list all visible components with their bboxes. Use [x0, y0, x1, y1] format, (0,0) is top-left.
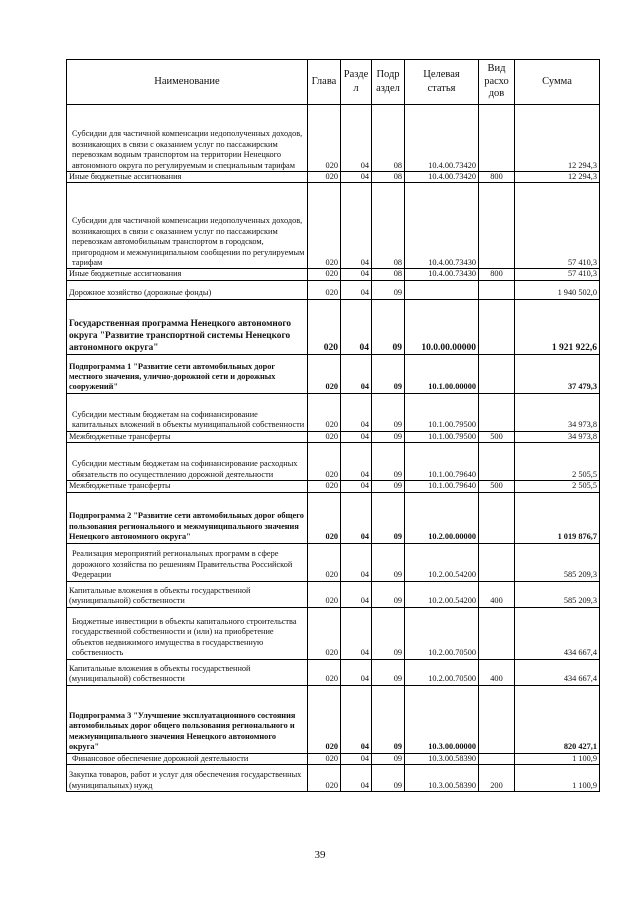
row-name: Бюджетные инвестиции в объекты капитального строительства государственной собственности и (или) на приобретение объектов недвижимого имущества в государственную собственность [67, 607, 308, 659]
table-row [67, 685, 600, 753]
row-vid: 200 [479, 765, 515, 792]
row-name: Реализация мероприятий региональных программ в сфере дорожного хозяйства по решениям Правительства Российской Федерации [67, 543, 308, 581]
row-name: Подпрограмма 3 "Улучшение эксплуатационного состояния автомобильных дорог общего пользования регионального и межмуниципального значения Ненецкого автономного округа" [67, 685, 308, 753]
page-number: 39 [314, 849, 326, 861]
table-row [67, 299, 600, 354]
row-podrazdel: 09 [372, 431, 405, 442]
row-vid: 500 [479, 481, 515, 492]
row-tselevaya: 10.1.00.79500 [405, 431, 479, 442]
row-razdel: 04 [341, 393, 372, 431]
budget-table [66, 59, 600, 792]
row-podrazdel: 09 [372, 299, 405, 354]
row-podrazdel: 09 [372, 659, 405, 685]
row-tselevaya: 10.2.00.70500 [405, 659, 479, 685]
header-summa: Сумма [515, 60, 600, 105]
row-tselevaya: 10.3.00.58390 [405, 753, 479, 764]
row-tselevaya: 10.3.00.58390 [405, 765, 479, 792]
row-tselevaya: 10.4.00.73420 [405, 172, 479, 183]
row-vid: 400 [479, 581, 515, 607]
row-name: Субсидии местным бюджетам на софинансирование капитальных вложений в объекты муниципальной собственности [67, 393, 308, 431]
table-row [67, 607, 600, 659]
row-summa: 820 427,1 [515, 685, 600, 753]
table-row [67, 183, 600, 269]
row-summa: 2 505,5 [515, 481, 600, 492]
table-row [67, 543, 600, 581]
row-name: Межбюджетные трансферты [67, 431, 308, 442]
row-name: Подпрограмма 1 "Развитие сети автомобильных дорог местного значения, улично-дорожной сети и дорожных сооружений" [67, 354, 308, 393]
row-razdel: 04 [341, 172, 372, 183]
row-podrazdel: 09 [372, 581, 405, 607]
row-razdel: 04 [341, 659, 372, 685]
row-summa: 1 921 922,6 [515, 299, 600, 354]
table-row [67, 492, 600, 543]
row-summa: 434 667,4 [515, 659, 600, 685]
row-vid: 800 [479, 269, 515, 280]
header-podrazdel: Подр аздел [372, 60, 405, 105]
row-vid [479, 299, 515, 354]
header-razdel: Разде л [341, 60, 372, 105]
row-podrazdel: 08 [372, 269, 405, 280]
row-glava: 020 [308, 431, 341, 442]
row-razdel: 04 [341, 492, 372, 543]
row-vid [479, 543, 515, 581]
row-name: Межбюджетные трансферты [67, 481, 308, 492]
row-razdel: 04 [341, 431, 372, 442]
row-summa: 57 410,3 [515, 269, 600, 280]
row-glava: 020 [308, 753, 341, 764]
row-razdel: 04 [341, 443, 372, 481]
row-podrazdel: 09 [372, 280, 405, 299]
row-razdel: 04 [341, 299, 372, 354]
row-razdel: 04 [341, 183, 372, 269]
row-vid [479, 393, 515, 431]
table-row [67, 443, 600, 481]
row-podrazdel: 09 [372, 543, 405, 581]
row-vid [479, 753, 515, 764]
row-name: Иные бюджетные ассигнования [67, 269, 308, 280]
row-summa: 2 505,5 [515, 443, 600, 481]
row-razdel: 04 [341, 765, 372, 792]
row-vid: 500 [479, 431, 515, 442]
row-glava: 020 [308, 299, 341, 354]
table-row [67, 659, 600, 685]
row-glava: 020 [308, 443, 341, 481]
row-glava: 020 [308, 269, 341, 280]
row-vid: 400 [479, 659, 515, 685]
row-podrazdel: 08 [372, 172, 405, 183]
header-glava: Глава [308, 60, 341, 105]
row-razdel: 04 [341, 105, 372, 172]
row-tselevaya: 10.1.00.79640 [405, 481, 479, 492]
row-name: Дорожное хозяйство (дорожные фонды) [67, 280, 308, 299]
row-name: Субсидии для частичной компенсации недополученных доходов, возникающих в связи с оказанием услуг по пассажирским перевозкам автомобильным транспортом в городском, пригородном и межмуниципальном сообщении по регулируемым тарифам [67, 183, 308, 269]
row-glava: 020 [308, 685, 341, 753]
row-vid [479, 280, 515, 299]
row-razdel: 04 [341, 280, 372, 299]
row-tselevaya: 10.2.00.54200 [405, 543, 479, 581]
row-razdel: 04 [341, 607, 372, 659]
row-summa: 1 100,9 [515, 765, 600, 792]
row-tselevaya: 10.0.00.00000 [405, 299, 479, 354]
row-glava: 020 [308, 492, 341, 543]
row-glava: 020 [308, 172, 341, 183]
row-glava: 020 [308, 481, 341, 492]
row-summa: 434 667,4 [515, 607, 600, 659]
row-glava: 020 [308, 581, 341, 607]
row-tselevaya: 10.4.00.73420 [405, 105, 479, 172]
row-summa: 585 209,3 [515, 543, 600, 581]
row-name: Закупка товаров, работ и услуг для обеспечения государственных (муниципальных) нужд [67, 765, 308, 792]
row-summa: 34 973,8 [515, 393, 600, 431]
header-tselevaya: Целевая статья [405, 60, 479, 105]
row-podrazdel: 09 [372, 443, 405, 481]
row-tselevaya: 10.2.00.54200 [405, 581, 479, 607]
row-tselevaya: 10.4.00.73430 [405, 183, 479, 269]
row-name: Субсидии для частичной компенсации недополученных доходов, возникающих в связи с оказанием услуг по пассажирским перевозкам водным транспортом на территории Ненецкого автономного округа по регулируемым и специальным тарифам [67, 105, 308, 172]
row-razdel: 04 [341, 753, 372, 764]
header-name: Наименование [67, 60, 308, 105]
row-summa: 12 294,3 [515, 172, 600, 183]
row-podrazdel: 09 [372, 481, 405, 492]
table-row [67, 172, 600, 183]
row-summa: 1 019 876,7 [515, 492, 600, 543]
row-razdel: 04 [341, 354, 372, 393]
row-razdel: 04 [341, 269, 372, 280]
row-glava: 020 [308, 607, 341, 659]
header-vid: Вид расхо дов [479, 60, 515, 105]
row-podrazdel: 09 [372, 492, 405, 543]
row-glava: 020 [308, 105, 341, 172]
table-row [67, 431, 600, 442]
row-summa: 12 294,3 [515, 105, 600, 172]
row-glava: 020 [308, 659, 341, 685]
row-tselevaya [405, 280, 479, 299]
row-vid [479, 105, 515, 172]
row-podrazdel: 09 [372, 765, 405, 792]
row-razdel: 04 [341, 481, 372, 492]
row-vid [479, 443, 515, 481]
row-tselevaya: 10.2.00.00000 [405, 492, 479, 543]
row-tselevaya: 10.4.00.73430 [405, 269, 479, 280]
row-name: Субсидии местным бюджетам на софинансирование расходных обязательств по осуществлению дорожной деятельности [67, 443, 308, 481]
row-tselevaya: 10.1.00.00000 [405, 354, 479, 393]
table-row [67, 765, 600, 792]
row-glava: 020 [308, 280, 341, 299]
row-podrazdel: 09 [372, 393, 405, 431]
row-vid [479, 607, 515, 659]
table-row [67, 354, 600, 393]
row-vid [479, 492, 515, 543]
row-summa: 37 479,3 [515, 354, 600, 393]
row-name: Финансовое обеспечение дорожной деятельности [67, 753, 308, 764]
row-name: Подпрограмма 2 "Развитие сети автомобильных дорог общего пользования регионального и межмуниципального значения Ненецкого автономного округа" [67, 492, 308, 543]
row-vid [479, 354, 515, 393]
row-glava: 020 [308, 393, 341, 431]
row-razdel: 04 [341, 581, 372, 607]
row-name: Иные бюджетные ассигнования [67, 172, 308, 183]
row-podrazdel: 09 [372, 753, 405, 764]
table-header-row [67, 60, 600, 105]
row-name: Капитальные вложения в объекты государственной (муниципальной) собственности [67, 659, 308, 685]
row-glava: 020 [308, 354, 341, 393]
row-podrazdel: 08 [372, 183, 405, 269]
table-row [67, 393, 600, 431]
row-tselevaya: 10.2.00.70500 [405, 607, 479, 659]
row-tselevaya: 10.1.00.79640 [405, 443, 479, 481]
row-podrazdel: 09 [372, 354, 405, 393]
row-razdel: 04 [341, 543, 372, 581]
table-row [67, 105, 600, 172]
row-name: Государственная программа Ненецкого автономного округа "Развитие транспортной системы Ненецкого автономного округа" [67, 299, 308, 354]
row-podrazdel: 08 [372, 105, 405, 172]
row-summa: 34 973,8 [515, 431, 600, 442]
row-glava: 020 [308, 543, 341, 581]
table-row [67, 481, 600, 492]
row-vid [479, 685, 515, 753]
table-row [67, 269, 600, 280]
table-row [67, 581, 600, 607]
row-summa: 1 100,9 [515, 753, 600, 764]
row-razdel: 04 [341, 685, 372, 753]
row-tselevaya: 10.1.00.79500 [405, 393, 479, 431]
row-glava: 020 [308, 765, 341, 792]
row-vid [479, 183, 515, 269]
table-row [67, 280, 600, 299]
row-podrazdel: 09 [372, 685, 405, 753]
row-summa: 585 209,3 [515, 581, 600, 607]
row-vid: 800 [479, 172, 515, 183]
row-name: Капитальные вложения в объекты государственной (муниципальной) собственности [67, 581, 308, 607]
row-podrazdel: 09 [372, 607, 405, 659]
row-tselevaya: 10.3.00.00000 [405, 685, 479, 753]
table-row [67, 753, 600, 764]
row-glava: 020 [308, 183, 341, 269]
row-summa: 57 410,3 [515, 183, 600, 269]
row-summa: 1 940 502,0 [515, 280, 600, 299]
